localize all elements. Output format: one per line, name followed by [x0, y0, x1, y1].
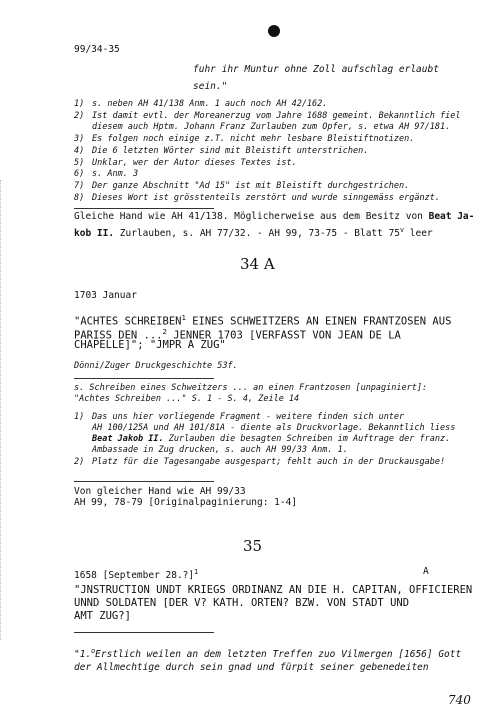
footnote-34a-1-line-4: Ambassade in Zug drucken, s. auch AH 99/33 Anm. 1.	[92, 445, 348, 455]
footnote-number: 8)	[74, 192, 85, 203]
footnote-item	[74, 134, 414, 145]
footnote-text: s. neben AH 41/138 Anm. 1 auch noch AH 42/162.	[92, 99, 328, 109]
footnote-rule-2	[74, 481, 214, 482]
document-title-34a-line-2: PARISS DEN ...$^2$ JENNER 1703 [VERFASST VON JEAN DE LA	[74, 327, 401, 342]
footnote-text: Dieses Wort ist grösstenteils zerstört und wurde sinngemäss ergänzt.	[92, 192, 440, 203]
footnote-number: 2)	[74, 110, 85, 121]
footnote-item	[74, 111, 460, 122]
footnote-number: 3)	[74, 134, 85, 145]
footnote-text: Der ganze Abschnitt "Ad 15" ist mit Bleistift durchgestrichen.	[92, 180, 410, 191]
document-title-35-line-3: AMT ZUG?]	[74, 610, 131, 622]
footnote-34a-2: 2) Platz für die Tagesangabe ausgespart; fehlt auch in der Druckausgabe!	[74, 457, 446, 467]
hand-note-line-1: Von gleicher Hand wie AH 99/33	[74, 486, 246, 497]
hand-note-line-2: AH 99, 78-79 [Originalpaginierung: 1-4]	[74, 497, 298, 508]
footnote-rule	[74, 208, 214, 209]
document-title-35-line-1: "JNSTRUCTION UNDT KRIEGS ORDINANZ AN DIE H. CAPITAN, OFFICIEREN	[74, 584, 473, 596]
punch-hole	[268, 25, 280, 37]
source-note-line-1: Gleiche Hand wie AH 41/138. Möglicherweise aus dem Besitz von Beat Ja-	[74, 211, 475, 222]
document-title-34a-line-1: "ACHTES SCHREIBEN$^1$ EINES SCHWEITZERS AN EINEN FRANTZOSEN AUS	[74, 313, 452, 328]
footnote-number: 1)	[74, 99, 85, 109]
footnote-item	[74, 146, 368, 157]
page-edge-mark	[0, 180, 3, 640]
footnote-text: diesem auch Hptm. Johann Franz Zurlauben zum Opfer, s. etwa AH 97/181.	[92, 122, 451, 133]
source-note-line-2: kob II. Zurlauben, s. AH 77/32. - AH 99, 73-75 - Blatt 75$^v$ leer	[74, 226, 433, 240]
footnote-number: 4)	[74, 145, 85, 156]
edition-reference-line-2: "Achtes Schreiben ..." S. 1 - S. 4, Zeile 14	[74, 394, 300, 404]
footnote-item	[74, 122, 450, 133]
footnote-text: Es folgen noch einige z.T. nicht mehr lesbare Bleistiftnotizen.	[92, 134, 415, 145]
edition-reference-line-1: s. Schreiben eines Schweitzers ... an einen Frantzosen [unpaginiert]:	[74, 383, 428, 393]
print-reference: Dönni/Zuger Druckgeschichte 53f.	[74, 361, 238, 371]
footnote-number: 7)	[74, 180, 85, 191]
footnote-number: 6)	[74, 169, 85, 180]
footnote-item	[74, 169, 138, 180]
footnote-item	[74, 99, 327, 110]
document-date-34a: 1703 Januar	[74, 290, 137, 301]
footnote-item	[74, 158, 297, 169]
footnote-text: s. Anm. 3	[92, 169, 139, 180]
document-title-35-line-2: UNND SOLDATEN [DER V? KATH. ORTEN? BZW. VON STADT UND	[74, 597, 410, 609]
text-35-line-2: der Allmechtige durch sein gnad und fürpit seiner gebenedeiten	[74, 662, 429, 673]
quote-line-2: sein."	[193, 81, 228, 92]
text-35-line-1: "1.$^o$Erstlich weilen an dem letzten Treffen zuo Vilmergen [1656] Gott	[74, 647, 462, 661]
footnote-34a-1-line-3: Beat Jakob II. Zurlauben die besagten Schreiben im Auftrage der franz.	[92, 434, 451, 444]
page-reference: 99/34-35	[74, 44, 120, 55]
footnote-text: Die 6 letzten Wörter sind mit Bleistift unterstrichen.	[92, 145, 369, 156]
document-number-35: 35	[243, 537, 263, 555]
document-letter-35: A	[423, 566, 429, 577]
footnote-item	[74, 193, 440, 204]
footnote-34a-1-line-1: 1) Das uns hier vorliegende Fragment - weitere finden sich unter	[74, 412, 405, 422]
footnote-text: Ist damit evtl. der Moreanerzug vom Jahre 1688 gemeint. Bekanntlich fiel	[92, 110, 461, 121]
footnote-34a-1-line-2: AH 100/125A und AH 101/81A - diente als Druckvorlage. Bekanntlich liess	[92, 423, 456, 433]
section-rule-35	[74, 632, 214, 633]
footnote-number: 5)	[74, 157, 85, 168]
footnote-item	[74, 181, 409, 192]
footnote-text: Unklar, wer der Autor dieses Textes ist.	[92, 157, 297, 168]
document-number-34a: 34 A	[240, 255, 275, 273]
document-date-35: 1658 [September 28.?]$^1$	[74, 568, 199, 582]
document-title-34a-line-3: CHAPELLE]"; "JMPR A ZUG"	[74, 339, 226, 351]
section-rule	[74, 378, 214, 379]
quote-line-1: fuhr ihr Muntur ohne Zoll aufschlag erlaubt	[193, 64, 439, 75]
handwritten-page-number: 740	[448, 693, 471, 707]
